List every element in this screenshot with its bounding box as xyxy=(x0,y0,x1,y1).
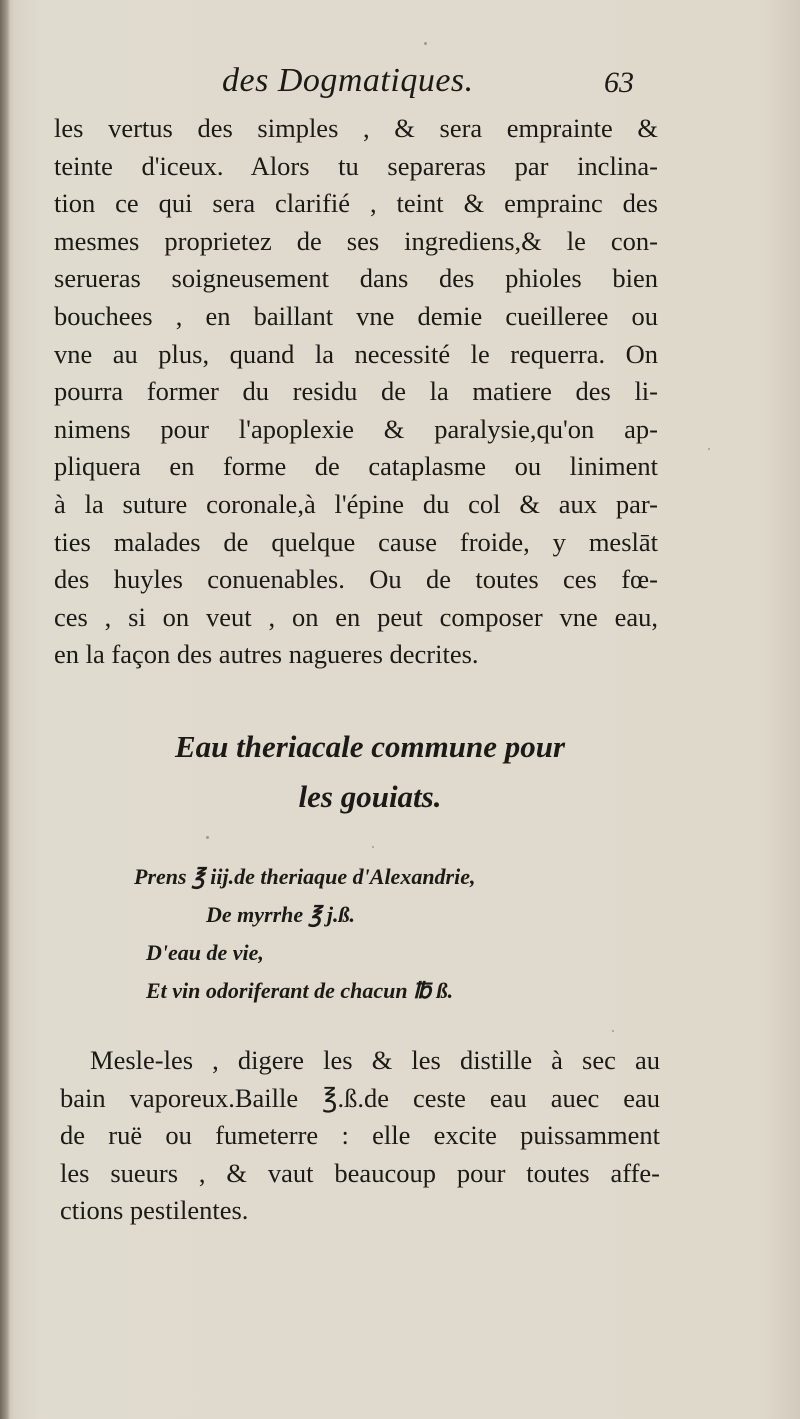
paper-speck xyxy=(612,1030,614,1032)
text-line: les sueurs , & vaut beaucoup pour toutes affe- xyxy=(60,1157,660,1188)
paper-speck xyxy=(424,42,427,45)
text-line: pliquera en forme de cataplasme ou liniment xyxy=(54,451,658,482)
heading-line-2: les gouiats. xyxy=(298,779,442,814)
text-line: de ruë ou fumeterre : elle excite puissamment xyxy=(60,1120,660,1151)
main-paragraph xyxy=(54,110,658,674)
recipe-line: Prens ℥ iij.de theriaque d'Alexandrie, xyxy=(134,864,476,889)
heading-line-1: Eau theriacale commune pour xyxy=(174,729,566,764)
text-line: serueras soigneusement dans des phioles bien xyxy=(54,263,658,294)
text-line: tion ce qui sera clarifié , teint & emprainc des xyxy=(54,188,658,219)
text-line: ces , si on veut , on en peut composer vne eau, xyxy=(54,601,658,632)
text-line: les vertus des simples , & sera emprainte & xyxy=(54,113,658,143)
text-line: bain vaporeux.Baille ℥.ß.de ceste eau auec eau xyxy=(60,1082,660,1113)
running-title: des Dogmatiques. xyxy=(222,62,474,99)
paper-speck xyxy=(206,836,209,839)
recipe-line: D'eau de vie, xyxy=(146,940,264,965)
text-line: nimens pour l'apoplexie & paralysie,qu'on ap- xyxy=(54,413,658,444)
text-line: pourra former du residu de la matiere des li- xyxy=(54,376,658,407)
text-line: mesmes proprietez de ses ingrediens,& le con- xyxy=(54,225,658,256)
text-line: à la suture coronale,à l'épine du col & aux par- xyxy=(54,488,658,519)
text-line: vne au plus, quand la necessité le requerra. On xyxy=(54,338,658,369)
text-line: Mesle-les , digere les & les distille à sec au xyxy=(90,1045,660,1075)
paper-speck xyxy=(708,448,710,450)
text-line: teinte d'iceux. Alors tu separeras par inclina- xyxy=(54,150,658,181)
page-number: 63 xyxy=(604,66,634,99)
text-line: bouchees , en baillant vne demie cueilleree ou xyxy=(54,300,658,331)
paper-speck xyxy=(372,846,374,848)
text-line: des huyles conuenables. Ou de toutes ces fœ- xyxy=(54,564,658,595)
recipe-line: De myrrhe ℥ j.ß. xyxy=(206,902,355,927)
text-line: ctions pestilentes. xyxy=(60,1195,249,1226)
closing-paragraph xyxy=(60,1042,660,1230)
page-header xyxy=(0,62,800,114)
recipe-line: Et vin odoriferant de chacun ℔ ß. xyxy=(146,978,454,1003)
text-line: ties malades de quelque cause froide, y meslāt xyxy=(54,526,658,557)
section-heading xyxy=(100,722,640,822)
page-spine-shadow xyxy=(0,0,10,1419)
recipe-list xyxy=(134,858,674,1010)
text-line: en la façon des autres nagueres decrites. xyxy=(54,639,479,670)
